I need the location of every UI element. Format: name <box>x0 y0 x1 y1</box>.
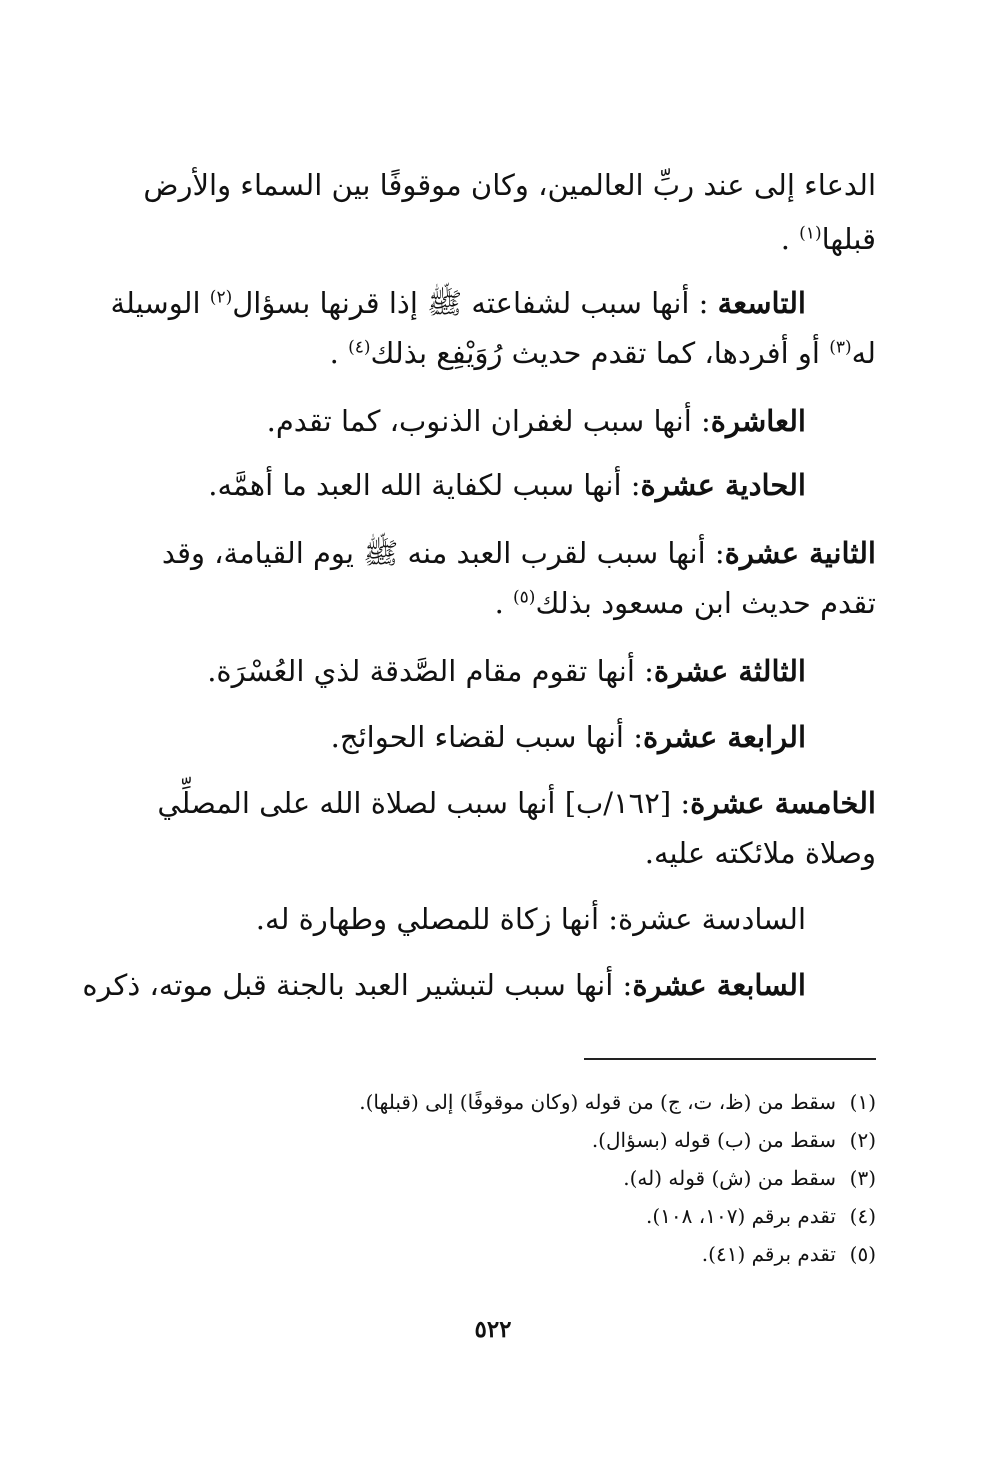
paragraph-7 <box>331 720 806 754</box>
text: : أنها سبب لقضاء الحوائج. <box>330 720 643 754</box>
footnote-number: (٣) <box>849 1166 876 1190</box>
paragraph-8-line-1 <box>108 786 876 820</box>
text: . <box>780 222 800 256</box>
paragraph-10 <box>82 968 806 1002</box>
paragraph-3 <box>267 404 806 438</box>
heading-label: الثانية عشرة <box>724 536 876 570</box>
text: أو أفردها، كما تقدم حديث رُوَيْفِع بذلك <box>370 336 830 370</box>
paragraph-5-line-1 <box>108 536 876 578</box>
footnote-number: (٢) <box>849 1128 876 1152</box>
paragraph-2-line-1 <box>111 286 807 328</box>
heading-label: الحادية عشرة <box>640 468 806 502</box>
page-number: ٥٢٢ <box>474 1316 512 1343</box>
text: له <box>851 336 876 370</box>
footnote-ref-4: (٤) <box>348 337 371 358</box>
footnote-number: (٥) <box>849 1242 876 1266</box>
text: . <box>329 336 349 370</box>
footnote-ref-2: (٢) <box>209 287 233 308</box>
footnote-text: تقدم برقم (٤١). <box>701 1242 836 1266</box>
heading-label: الثالثة عشرة <box>653 654 806 688</box>
heading-label: الرابعة عشرة <box>642 720 806 754</box>
heading-label: السابعة عشرة <box>632 968 806 1002</box>
paragraph-4 <box>208 468 806 502</box>
footnote-2 <box>592 1128 876 1152</box>
text: الوسيلة <box>110 286 210 320</box>
text: : أنها تقوم مقام الصَّدقة لذي العُسْرَة. <box>207 654 654 688</box>
text: : أنها سبب لغفران الذنوب، كما تقدم. <box>266 404 711 438</box>
footnote-ref-3: (٣) <box>829 337 852 358</box>
footnote-ref-1: (١) <box>799 223 822 244</box>
paragraph-1-line-2 <box>108 222 876 256</box>
heading-label: التاسعة <box>717 286 806 320</box>
text: تقدم حديث ابن مسعود بذلك <box>535 586 876 620</box>
footnote-text: سقط من (ش) قوله (له). <box>623 1166 836 1190</box>
text: : أنها سبب لكفاية الله العبد ما أهمَّه. <box>208 468 641 502</box>
footnote-3 <box>623 1166 876 1190</box>
paragraph-9 <box>256 902 806 936</box>
footnote-number: (٤) <box>849 1204 876 1228</box>
paragraph-1-line-1: الدعاء إلى عند ربِّ العالمين، وكان موقوفًا بين السماء والأرض <box>143 168 876 202</box>
text: : أنها زكاة للمصلي وطهارة له. <box>255 902 619 936</box>
paragraph-6 <box>207 654 806 688</box>
footnote-ref-5: (٥) <box>513 587 536 608</box>
footnote-text: سقط من (ظ، ت، ج) من قوله (وكان موقوفًا) إلى (قبلها). <box>359 1090 836 1114</box>
paragraph-8-line-2: وصلاة ملائكته عليه. <box>644 836 876 870</box>
text: : أنها سبب لتبشير العبد بالجنة قبل موته، ذكره <box>82 968 633 1002</box>
heading-label: السادسة عشرة <box>618 902 806 936</box>
text: : أنها سبب لقرب العبد منه ﷺ يوم القيامة، وقد <box>161 536 725 570</box>
footnote-5 <box>702 1242 876 1266</box>
text: : أنها سبب لشفاعته ﷺ إذا قرنها بسؤال <box>232 286 718 320</box>
footnote-number: (١) <box>849 1090 876 1114</box>
paragraph-2-line-2 <box>108 336 876 370</box>
paragraph-5-line-2 <box>108 586 876 620</box>
footnote-text: سقط من (ب) قوله (بسؤال). <box>591 1128 836 1152</box>
footnote-4 <box>646 1204 876 1228</box>
text: . <box>494 586 514 620</box>
footnote-text: تقدم برقم (١٠٧، ١٠٨). <box>645 1204 836 1228</box>
heading-label: الخامسة عشرة <box>690 786 876 820</box>
text: : [١٦٢/ب] أنها سبب لصلاة الله على المصلِّي <box>157 786 691 820</box>
text: قبلها <box>821 222 876 256</box>
footnote-1 <box>359 1090 876 1114</box>
footnote-divider <box>584 1058 876 1060</box>
heading-label: العاشرة <box>710 404 806 438</box>
